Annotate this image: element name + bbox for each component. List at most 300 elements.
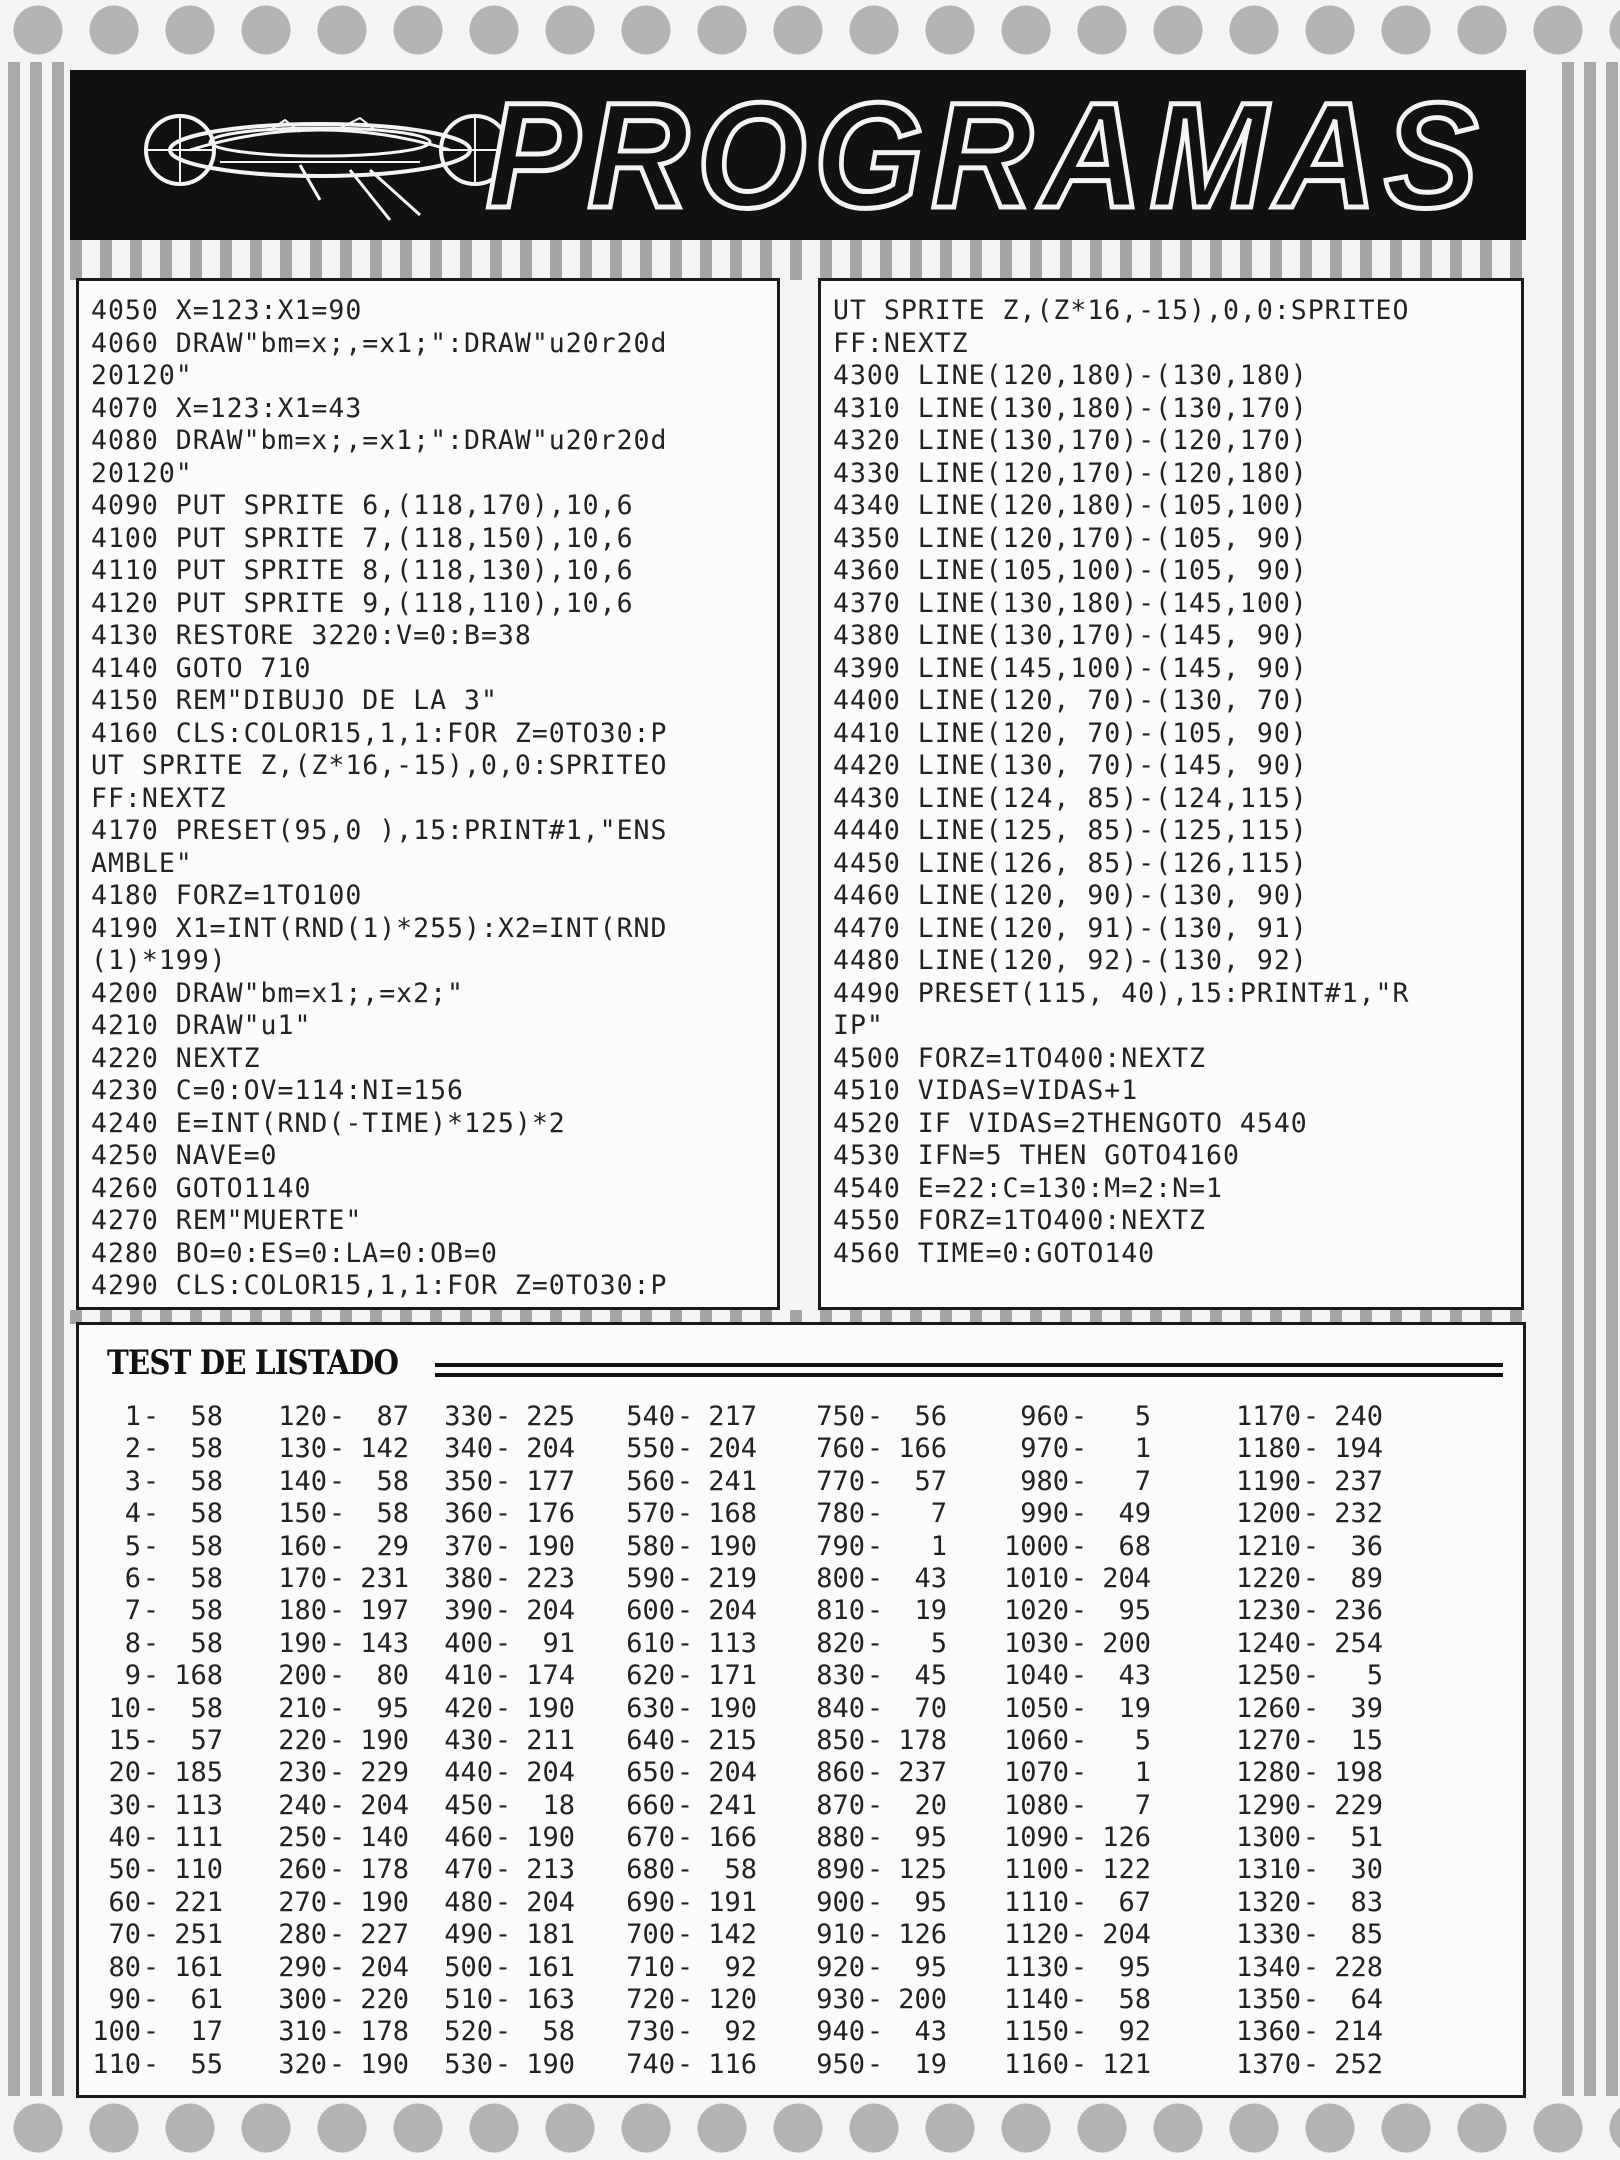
checksum-entry bbox=[591, 1595, 757, 1627]
checksum-entry bbox=[91, 1822, 223, 1854]
checksum-entry bbox=[781, 1628, 947, 1660]
checksum-value: 58 bbox=[376, 1498, 409, 1530]
code-line: 4560 TIME=0:GOTO140 bbox=[833, 1237, 1156, 1269]
checksum-entry bbox=[1191, 1401, 1383, 1433]
line-number: 1280 bbox=[1235, 1757, 1301, 1789]
line-number: 930 bbox=[816, 1984, 865, 2016]
dash-separator: - bbox=[1070, 1854, 1088, 1886]
checksum-value: 58 bbox=[190, 1433, 223, 1465]
checksum-value: 223 bbox=[526, 1562, 575, 1594]
line-number: 1290 bbox=[1235, 1789, 1301, 1821]
code-line: FF:NEXTZ bbox=[833, 327, 969, 359]
line-number: 1330 bbox=[1235, 1919, 1301, 1951]
checksum-entry bbox=[409, 2016, 575, 2048]
checksum-entry bbox=[239, 1822, 409, 1854]
code-line: UT SPRITE Z,(Z*16,-15),0,0:SPRITEO bbox=[91, 750, 668, 781]
checksum-entry bbox=[409, 1466, 575, 1498]
checksum-value: 43 bbox=[914, 2016, 947, 2048]
code-line: 4080 DRAW"bm=x;,=x1;":DRAW"u20r20d bbox=[91, 425, 668, 456]
dash-separator: - bbox=[1302, 1433, 1320, 1465]
checksum-entry bbox=[1191, 2049, 1383, 2081]
checksum-value: 204 bbox=[708, 1433, 757, 1465]
dash-separator: - bbox=[676, 1627, 694, 1659]
line-number: 870 bbox=[816, 1789, 865, 1821]
line-number: 800 bbox=[816, 1562, 865, 1594]
dash-separator: - bbox=[328, 1433, 346, 1465]
checksum-value: 232 bbox=[1334, 1498, 1383, 1530]
line-number: 520 bbox=[444, 2016, 493, 2048]
dash-separator: - bbox=[328, 1401, 346, 1432]
checksum-value: 198 bbox=[1334, 1757, 1383, 1789]
checksum-entry bbox=[239, 1757, 409, 1789]
line-number: 860 bbox=[816, 1757, 865, 1789]
code-text-right bbox=[821, 281, 1521, 1270]
line-number: 20 bbox=[108, 1757, 141, 1789]
checksum-entry bbox=[1191, 1887, 1383, 1919]
dash-separator: - bbox=[142, 1627, 160, 1659]
checksum-value: 92 bbox=[1118, 2016, 1151, 2048]
checksum-value: 197 bbox=[360, 1595, 409, 1627]
checksum-value: 171 bbox=[708, 1660, 757, 1692]
checksum-entry bbox=[781, 1952, 947, 1984]
checksum-value: 85 bbox=[1350, 1919, 1383, 1951]
checksum-entry bbox=[91, 1854, 223, 1886]
dash-separator: - bbox=[1070, 1465, 1088, 1497]
checksum-value: 168 bbox=[174, 1660, 223, 1692]
checksum-value: 213 bbox=[526, 1854, 575, 1886]
code-line: 20120" bbox=[91, 457, 193, 489]
dash-separator: - bbox=[494, 1984, 512, 2016]
line-number: 660 bbox=[626, 1789, 675, 1821]
code-line: FF:NEXTZ bbox=[91, 782, 227, 814]
checksum-entry bbox=[91, 1887, 223, 1919]
checksum-entry bbox=[969, 1919, 1151, 1951]
checksum-entry bbox=[1191, 1433, 1383, 1465]
checksum-entry bbox=[239, 1854, 409, 1886]
code-line: 4130 RESTORE 3220:V=0:B=38 bbox=[91, 620, 532, 651]
line-number: 1220 bbox=[1235, 1562, 1301, 1594]
dash-separator: - bbox=[494, 1886, 512, 1918]
checksum-entry bbox=[1191, 1595, 1383, 1627]
line-number: 1140 bbox=[1003, 1984, 1069, 2016]
dash-separator: - bbox=[866, 1627, 884, 1659]
checksum-value: 58 bbox=[542, 2016, 575, 2048]
checksum-value: 190 bbox=[526, 2048, 575, 2080]
line-number: 1090 bbox=[1003, 1822, 1069, 1854]
checksum-entry bbox=[409, 1498, 575, 1530]
checksum-value: 15 bbox=[1350, 1724, 1383, 1756]
checksum-value: 1 bbox=[1134, 1433, 1151, 1465]
line-number: 370 bbox=[444, 1530, 493, 1562]
checksum-entry bbox=[781, 1790, 947, 1822]
dash-separator: - bbox=[676, 1789, 694, 1821]
checksum-entry bbox=[409, 1757, 575, 1789]
line-number: 1050 bbox=[1003, 1692, 1069, 1724]
line-number: 840 bbox=[816, 1692, 865, 1724]
dash-separator: - bbox=[676, 1530, 694, 1562]
checksum-entry bbox=[1191, 1952, 1383, 1984]
checksum-value: 225 bbox=[526, 1401, 575, 1432]
checksum-entry bbox=[239, 1984, 409, 2016]
checksum-value: 58 bbox=[190, 1595, 223, 1627]
line-number: 970 bbox=[1020, 1433, 1069, 1465]
checksum-entry bbox=[969, 1887, 1151, 1919]
line-number: 150 bbox=[278, 1498, 327, 1530]
line-number: 120 bbox=[278, 1401, 327, 1432]
checksum-column bbox=[591, 1401, 757, 2081]
dash-separator: - bbox=[676, 1919, 694, 1951]
checksum-value: 220 bbox=[360, 1984, 409, 2016]
checksum-value: 241 bbox=[708, 1789, 757, 1821]
checksum-value: 113 bbox=[708, 1627, 757, 1659]
line-number: 1110 bbox=[1003, 1886, 1069, 1918]
line-number: 50 bbox=[108, 1854, 141, 1886]
bottom-dot-border bbox=[0, 2098, 1620, 2158]
dash-separator: - bbox=[494, 1724, 512, 1756]
line-number: 600 bbox=[626, 1595, 675, 1627]
line-number: 1180 bbox=[1235, 1433, 1301, 1465]
checksum-value: 57 bbox=[914, 1465, 947, 1497]
code-line: 4320 LINE(130,170)-(120,170) bbox=[833, 425, 1308, 456]
line-number: 610 bbox=[626, 1627, 675, 1659]
line-number: 9 bbox=[124, 1660, 141, 1692]
checksum-value: 67 bbox=[1118, 1886, 1151, 1918]
checksum-entry bbox=[91, 1952, 223, 1984]
checksum-entry bbox=[1191, 1466, 1383, 1498]
checksum-entry bbox=[1191, 1660, 1383, 1692]
dash-separator: - bbox=[1070, 1919, 1088, 1951]
dash-separator: - bbox=[866, 1886, 884, 1918]
checksum-entry bbox=[91, 2016, 223, 2048]
dash-separator: - bbox=[676, 1757, 694, 1789]
checksum-entry bbox=[591, 1725, 757, 1757]
dash-separator: - bbox=[494, 1822, 512, 1854]
dash-separator: - bbox=[494, 1401, 512, 1432]
checksum-value: 91 bbox=[542, 1627, 575, 1659]
checksum-entry bbox=[409, 2049, 575, 2081]
checksum-value: 229 bbox=[360, 1757, 409, 1789]
checksum-value: 95 bbox=[914, 1886, 947, 1918]
line-number: 2 bbox=[124, 1433, 141, 1465]
line-number: 1120 bbox=[1003, 1919, 1069, 1951]
line-number: 280 bbox=[278, 1919, 327, 1951]
dash-separator: - bbox=[676, 1984, 694, 2016]
checksum-entry bbox=[1191, 1790, 1383, 1822]
line-number: 1350 bbox=[1235, 1984, 1301, 2016]
checksum-value: 200 bbox=[898, 1984, 947, 2016]
dash-separator: - bbox=[1070, 1530, 1088, 1562]
checksum-entry bbox=[591, 1401, 757, 1433]
checksum-column bbox=[969, 1401, 1151, 2081]
code-line: 4260 GOTO1140 bbox=[91, 1172, 312, 1204]
checksum-entry bbox=[591, 1919, 757, 1951]
checksum-value: 190 bbox=[526, 1692, 575, 1724]
checksum-entry bbox=[239, 1466, 409, 1498]
line-number: 1200 bbox=[1235, 1498, 1301, 1530]
checksum-entry bbox=[1191, 1628, 1383, 1660]
dash-separator: - bbox=[676, 1562, 694, 1594]
dash-separator: - bbox=[676, 1465, 694, 1497]
checksum-entry bbox=[1191, 2016, 1383, 2048]
checksum-value: 227 bbox=[360, 1919, 409, 1951]
line-number: 1260 bbox=[1235, 1692, 1301, 1724]
code-line: 4540 E=22:C=130:M=2:N=1 bbox=[833, 1172, 1223, 1204]
checksum-value: 254 bbox=[1334, 1627, 1383, 1659]
line-number: 670 bbox=[626, 1822, 675, 1854]
code-line: 4410 LINE(120, 70)-(105, 90) bbox=[833, 717, 1308, 749]
checksum-value: 43 bbox=[1118, 1660, 1151, 1692]
checksum-value: 241 bbox=[708, 1465, 757, 1497]
line-number: 8 bbox=[124, 1627, 141, 1659]
checksum-value: 178 bbox=[360, 2016, 409, 2048]
checksum-entry bbox=[591, 1628, 757, 1660]
checksum-entry bbox=[591, 1466, 757, 1498]
dash-separator: - bbox=[1302, 1627, 1320, 1659]
dash-separator: - bbox=[1302, 1984, 1320, 2016]
dash-separator: - bbox=[1302, 1498, 1320, 1530]
code-line: 4300 LINE(120,180)-(130,180) bbox=[833, 360, 1308, 391]
dash-separator: - bbox=[1070, 1692, 1088, 1724]
checksum-value: 190 bbox=[360, 1886, 409, 1918]
dash-separator: - bbox=[676, 1498, 694, 1530]
checksum-value: 120 bbox=[708, 1984, 757, 2016]
code-line: 4520 IF VIDAS=2THENGOTO 4540 bbox=[833, 1107, 1308, 1139]
code-line: 4210 DRAW"u1" bbox=[91, 1010, 312, 1041]
checksum-entry bbox=[969, 1401, 1151, 1433]
line-number: 920 bbox=[816, 1951, 865, 1983]
line-number: 1310 bbox=[1235, 1854, 1301, 1886]
dash-separator: - bbox=[328, 2016, 346, 2048]
checksum-value: 176 bbox=[526, 1498, 575, 1530]
checksum-entry bbox=[409, 1595, 575, 1627]
code-line: (1)*199) bbox=[91, 945, 227, 976]
dash-separator: - bbox=[328, 1757, 346, 1789]
line-number: 770 bbox=[816, 1465, 865, 1497]
checksum-entry bbox=[91, 1433, 223, 1465]
dash-separator: - bbox=[1070, 1886, 1088, 1918]
dash-separator: - bbox=[328, 1951, 346, 1983]
code-line: 4240 E=INT(RND(-TIME)*125)*2 bbox=[91, 1107, 566, 1139]
checksum-value: 161 bbox=[174, 1951, 223, 1983]
line-number: 1300 bbox=[1235, 1822, 1301, 1854]
code-line: 4230 C=0:OV=114:NI=156 bbox=[91, 1075, 464, 1106]
line-number: 690 bbox=[626, 1886, 675, 1918]
dash-separator: - bbox=[676, 2016, 694, 2048]
checksum-value: 1 bbox=[1134, 1757, 1151, 1789]
line-number: 950 bbox=[816, 2048, 865, 2080]
line-number: 740 bbox=[626, 2048, 675, 2080]
dash-separator: - bbox=[142, 1465, 160, 1497]
code-line: 4280 BO=0:ES=0:LA=0:OB=0 bbox=[91, 1237, 498, 1269]
line-number: 810 bbox=[816, 1595, 865, 1627]
code-line: 4070 X=123:X1=43 bbox=[91, 392, 363, 424]
line-number: 560 bbox=[626, 1465, 675, 1497]
checksum-entry bbox=[409, 1531, 575, 1563]
line-number: 220 bbox=[278, 1724, 327, 1756]
checksum-value: 56 bbox=[914, 1401, 947, 1432]
dash-separator: - bbox=[328, 1465, 346, 1497]
line-number: 250 bbox=[278, 1822, 327, 1854]
checksum-value: 142 bbox=[708, 1919, 757, 1951]
line-number: 750 bbox=[816, 1401, 865, 1432]
checksum-value: 204 bbox=[360, 1951, 409, 1983]
line-number: 5 bbox=[124, 1530, 141, 1562]
dash-separator: - bbox=[866, 2016, 884, 2048]
top-dot-border bbox=[0, 0, 1620, 60]
code-line: 4440 LINE(125, 85)-(125,115) bbox=[833, 815, 1308, 846]
checksum-entry bbox=[969, 1660, 1151, 1692]
line-number: 30 bbox=[108, 1789, 141, 1821]
dash-separator: - bbox=[1070, 2048, 1088, 2080]
dash-separator: - bbox=[1070, 1433, 1088, 1465]
checksum-value: 30 bbox=[1350, 1854, 1383, 1886]
checksum-entry bbox=[781, 1757, 947, 1789]
line-number: 200 bbox=[278, 1660, 327, 1692]
checksum-value: 240 bbox=[1334, 1401, 1383, 1432]
line-number: 1270 bbox=[1235, 1724, 1301, 1756]
line-number: 340 bbox=[444, 1433, 493, 1465]
code-line: 4370 LINE(130,180)-(145,100) bbox=[833, 587, 1308, 619]
dash-separator: - bbox=[866, 1757, 884, 1789]
checksum-entry bbox=[1191, 1984, 1383, 2016]
checksum-value: 45 bbox=[914, 1660, 947, 1692]
checksum-value: 58 bbox=[724, 1854, 757, 1886]
line-number: 640 bbox=[626, 1724, 675, 1756]
code-line: 4220 NEXTZ bbox=[91, 1042, 261, 1074]
checksum-column bbox=[91, 1401, 223, 2081]
checksum-value: 92 bbox=[724, 2016, 757, 2048]
checksum-entry bbox=[969, 1725, 1151, 1757]
checksum-entry bbox=[409, 1433, 575, 1465]
dash-separator: - bbox=[328, 1886, 346, 1918]
dash-separator: - bbox=[1302, 1724, 1320, 1756]
checksum-value: 5 bbox=[930, 1627, 947, 1659]
line-number: 3 bbox=[124, 1465, 141, 1497]
dash-separator: - bbox=[866, 1854, 884, 1886]
code-line: 4340 LINE(120,180)-(105,100) bbox=[833, 490, 1308, 521]
checksum-entry bbox=[91, 1595, 223, 1627]
dash-separator: - bbox=[866, 1692, 884, 1724]
checksum-value: 125 bbox=[898, 1854, 947, 1886]
line-number: 900 bbox=[816, 1886, 865, 1918]
line-number: 1230 bbox=[1235, 1595, 1301, 1627]
code-line: 4180 FORZ=1TO100 bbox=[91, 880, 363, 911]
checksum-value: 58 bbox=[190, 1401, 223, 1432]
checksum-value: 204 bbox=[526, 1757, 575, 1789]
checksum-value: 29 bbox=[376, 1530, 409, 1562]
dash-separator: - bbox=[676, 1886, 694, 1918]
checksum-value: 126 bbox=[1102, 1822, 1151, 1854]
checksum-value: 51 bbox=[1350, 1822, 1383, 1854]
line-number: 450 bbox=[444, 1789, 493, 1821]
checksum-value: 177 bbox=[526, 1465, 575, 1497]
checksum-entry bbox=[591, 1822, 757, 1854]
code-line: 4530 IFN=5 THEN GOTO4160 bbox=[833, 1140, 1240, 1171]
dash-separator: - bbox=[676, 1660, 694, 1692]
checksum-entry bbox=[591, 1757, 757, 1789]
dash-separator: - bbox=[676, 1692, 694, 1724]
checksum-entry bbox=[1191, 1757, 1383, 1789]
line-number: 70 bbox=[108, 1919, 141, 1951]
checksum-column bbox=[1191, 1401, 1383, 2081]
code-line: 4160 CLS:COLOR15,1,1:FOR Z=0TO30:P bbox=[91, 717, 668, 749]
dash-separator: - bbox=[142, 1757, 160, 1789]
code-line: 4140 GOTO 710 bbox=[91, 652, 312, 684]
checksum-value: 229 bbox=[1334, 1789, 1383, 1821]
line-number: 680 bbox=[626, 1854, 675, 1886]
checksum-entry bbox=[969, 1952, 1151, 1984]
dash-separator: - bbox=[1302, 1692, 1320, 1724]
checksum-value: 58 bbox=[190, 1627, 223, 1659]
checksum-entry bbox=[239, 1531, 409, 1563]
dash-separator: - bbox=[142, 1724, 160, 1756]
checksum-entry bbox=[91, 1919, 223, 1951]
checksum-value: 215 bbox=[708, 1724, 757, 1756]
checksum-entry bbox=[409, 1984, 575, 2016]
dash-separator: - bbox=[494, 1757, 512, 1789]
dash-separator: - bbox=[142, 2048, 160, 2080]
line-number: 160 bbox=[278, 1530, 327, 1562]
checksum-entry bbox=[239, 1887, 409, 1919]
code-line: 4460 LINE(120, 90)-(130, 90) bbox=[833, 880, 1308, 911]
checksum-value: 204 bbox=[1102, 1562, 1151, 1594]
checksum-value: 19 bbox=[1118, 1692, 1151, 1724]
code-line: 4190 X1=INT(RND(1)*255):X2=INT(RND bbox=[91, 912, 668, 944]
checksum-entry bbox=[91, 1984, 223, 2016]
line-number: 980 bbox=[1020, 1465, 1069, 1497]
checksum-entry bbox=[969, 1822, 1151, 1854]
checksum-entry bbox=[239, 1919, 409, 1951]
checksum-entry bbox=[409, 1660, 575, 1692]
line-number: 470 bbox=[444, 1854, 493, 1886]
line-number: 710 bbox=[626, 1951, 675, 1983]
left-stripe-border bbox=[8, 62, 66, 2096]
dash-separator: - bbox=[1070, 1401, 1088, 1432]
checksum-value: 166 bbox=[708, 1822, 757, 1854]
code-listing-left bbox=[76, 278, 780, 1310]
checksum-value: 190 bbox=[526, 1822, 575, 1854]
code-line: 4150 REM"DIBUJO DE LA 3" bbox=[91, 685, 498, 716]
line-number: 290 bbox=[278, 1951, 327, 1983]
dash-separator: - bbox=[328, 1854, 346, 1886]
dash-separator: - bbox=[142, 1854, 160, 1886]
checksum-entry bbox=[239, 1693, 409, 1725]
checksum-entry bbox=[91, 1790, 223, 1822]
test-de-listado-panel bbox=[76, 1322, 1526, 2098]
checksum-entry bbox=[591, 1563, 757, 1595]
line-number: 1190 bbox=[1235, 1465, 1301, 1497]
checksum-entry bbox=[781, 1531, 947, 1563]
checksum-entry bbox=[591, 1531, 757, 1563]
checksum-entry bbox=[409, 1563, 575, 1595]
dash-separator: - bbox=[494, 1789, 512, 1821]
checksum-value: 219 bbox=[708, 1562, 757, 1594]
checksum-entry bbox=[91, 1693, 223, 1725]
dash-separator: - bbox=[142, 1433, 160, 1465]
checksum-value: 7 bbox=[930, 1498, 947, 1530]
checksum-value: 110 bbox=[174, 1854, 223, 1886]
checksum-value: 142 bbox=[360, 1433, 409, 1465]
line-number: 100 bbox=[92, 2016, 141, 2048]
dash-separator: - bbox=[866, 1401, 884, 1432]
checksum-entry bbox=[781, 1725, 947, 1757]
line-number: 180 bbox=[278, 1595, 327, 1627]
checksum-value: 190 bbox=[360, 2048, 409, 2080]
code-line: 4100 PUT SPRITE 7,(118,150),10,6 bbox=[91, 522, 634, 554]
checksum-value: 58 bbox=[376, 1465, 409, 1497]
dash-separator: - bbox=[494, 1660, 512, 1692]
line-number: 410 bbox=[444, 1660, 493, 1692]
